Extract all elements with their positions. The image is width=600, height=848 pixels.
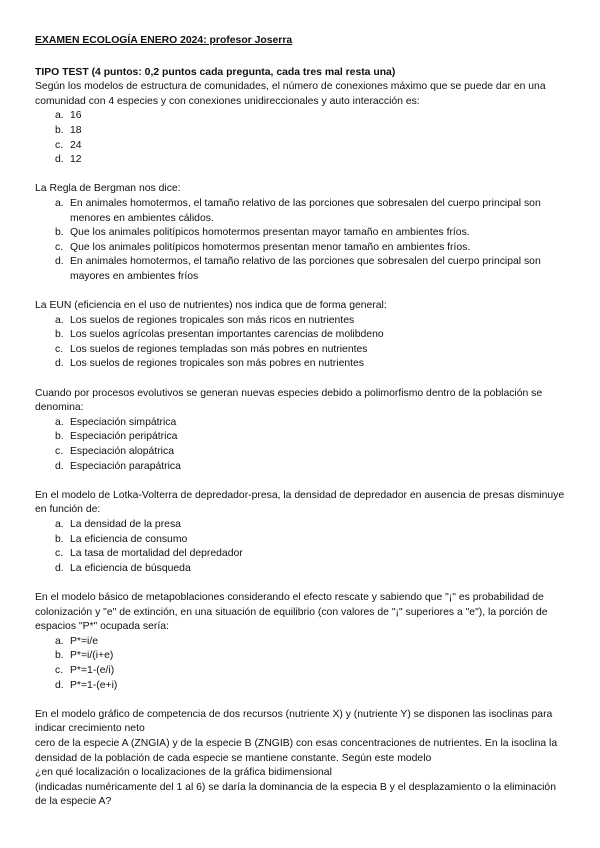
question-stem: Cuando por procesos evolutivos se generan nuevas especies debido a polimorfismo dentro de la población se denomina: bbox=[35, 387, 543, 414]
option-text: 12 bbox=[70, 154, 82, 166]
option-text: P*=i/e bbox=[70, 635, 99, 647]
option-letter: c. bbox=[55, 664, 64, 676]
question-stem-line: (indicadas numéricamente del 1 al 6) se daría la dominancia de la especia B y el desplazamiento o la eliminación de la especie A? bbox=[35, 781, 556, 808]
question-stem-line: En el modelo gráfico de competencia de dos recursos (nutriente X) y (nutriente Y) se disponen las isoclinas para indicar crecimiento neto bbox=[35, 708, 553, 735]
option-letter: c. bbox=[55, 241, 64, 253]
option-letter: b. bbox=[55, 650, 64, 662]
option-letter: b. bbox=[55, 533, 64, 545]
answer-option bbox=[35, 460, 567, 475]
option-letter: b. bbox=[55, 431, 64, 443]
option-letter: d. bbox=[55, 562, 64, 574]
question-stem-line: cero de la especie A (ZNGIA) y de la especie B (ZNGIB) con esas concentraciones de nutrientes. En la isoclina la densidad de la población de cada especie se mantiene constante. Según este modelo bbox=[35, 737, 558, 764]
option-text: Especiación peripátrica bbox=[70, 431, 178, 443]
answer-option bbox=[35, 445, 567, 460]
option-text: P*=i/(i+e) bbox=[70, 650, 114, 662]
option-letter: c. bbox=[55, 139, 64, 151]
option-letter: a. bbox=[55, 110, 64, 122]
answer-option bbox=[35, 226, 567, 241]
option-text: La tasa de mortalidad del depredador bbox=[70, 548, 243, 560]
option-letter: a. bbox=[55, 519, 64, 530]
option-text: 18 bbox=[70, 124, 82, 136]
question-stem: Según los modelos de estructura de comunidades, el número de conexiones máximo que se puede dar en una comunidad con 4 especies y con conexiones unidireccionales y auto interacción es: bbox=[35, 81, 546, 107]
answer-options bbox=[35, 197, 567, 285]
option-text: Que los animales politípicos homotermos presentan menor tamaño en ambientes fríos. bbox=[70, 241, 471, 253]
option-text: P*=1-(e+i) bbox=[70, 679, 118, 691]
section-title: TIPO TEST (4 puntos: 0,2 puntos cada pregunta, cada tres mal resta una) bbox=[35, 66, 396, 78]
option-text: La eficiencia de búsqueda bbox=[70, 562, 191, 574]
option-text: La eficiencia de consumo bbox=[70, 533, 188, 545]
option-letter: a. bbox=[55, 635, 64, 647]
answer-option bbox=[35, 533, 567, 548]
option-text: 16 bbox=[70, 110, 82, 122]
option-letter: b. bbox=[55, 329, 64, 341]
option-text: P*=1-(e/i) bbox=[70, 664, 115, 676]
answer-option bbox=[35, 153, 567, 168]
question-stem: En el modelo básico de metapoblaciones considerando el efecto rescate y sabiendo que "¡" es probabilidad de colonización y "e" de extinción, en una situación de equilibrio (con valores de "¡" superiores a "e"), la porción de espacios "P*" ocupada sería: bbox=[35, 591, 548, 633]
answer-option bbox=[35, 518, 567, 533]
option-text: En animales homotermos, el tamaño relativo de las porciones que sobresalen del cuerpo principal son mayores en ambientes fríos bbox=[70, 256, 541, 282]
question-stem: La Regla de Bergman nos dice: bbox=[35, 183, 181, 195]
question-stem: En el modelo de Lotka-Volterra de depredador-presa, la densidad de depredador en ausencia de presas disminuye en función de: bbox=[35, 489, 565, 516]
question-4 bbox=[35, 387, 567, 475]
answer-option bbox=[35, 124, 567, 139]
option-letter: a. bbox=[55, 416, 64, 428]
option-letter: c. bbox=[55, 446, 64, 458]
option-text: Especiación parapátrica bbox=[70, 460, 181, 472]
option-letter: d. bbox=[55, 256, 64, 268]
answer-option bbox=[35, 547, 567, 562]
question-5 bbox=[35, 489, 567, 577]
answer-option bbox=[35, 416, 567, 431]
answer-option bbox=[35, 357, 567, 372]
answer-option bbox=[35, 197, 567, 226]
option-letter: d. bbox=[55, 679, 64, 691]
answer-option bbox=[35, 241, 567, 256]
answer-options bbox=[35, 109, 567, 167]
option-text: Especiación alopátrica bbox=[70, 446, 174, 458]
option-text: La densidad de la presa bbox=[70, 519, 181, 530]
answer-options bbox=[35, 416, 567, 474]
question-1 bbox=[35, 80, 567, 168]
answer-options bbox=[35, 635, 567, 693]
answer-option bbox=[35, 430, 567, 445]
option-text: Especiación simpátrica bbox=[70, 416, 177, 428]
option-text: Los suelos de regiones templadas son más pobres en nutrientes bbox=[70, 343, 368, 355]
answer-option bbox=[35, 328, 567, 343]
option-text: Los suelos de regiones tropicales son más pobres en nutrientes bbox=[70, 358, 364, 370]
question-stem bbox=[35, 708, 567, 810]
answer-options bbox=[35, 314, 567, 372]
answer-option bbox=[35, 314, 567, 329]
answer-option bbox=[35, 255, 567, 284]
option-letter: a. bbox=[55, 197, 64, 209]
question-7 bbox=[35, 708, 567, 810]
answer-options bbox=[35, 518, 567, 576]
option-text: En animales homotermos, el tamaño relativo de las porciones que sobresalen del cuerpo principal son menores en ambientes cálidos. bbox=[70, 197, 541, 224]
option-text: 24 bbox=[70, 139, 82, 151]
answer-option bbox=[35, 562, 567, 577]
option-letter: c. bbox=[55, 548, 64, 560]
answer-option bbox=[35, 635, 567, 650]
option-letter: a. bbox=[55, 314, 64, 326]
exam-title: EXAMEN ECOLOGÍA ENERO 2024: profesor Joserra bbox=[35, 35, 293, 46]
question-3 bbox=[35, 299, 567, 372]
option-text: Los suelos agrícolas presentan importantes carencias de molibdeno bbox=[70, 329, 384, 341]
questions-list bbox=[35, 80, 567, 693]
option-letter: d. bbox=[55, 154, 64, 166]
question-6 bbox=[35, 591, 567, 693]
option-text: Los suelos de regiones tropicales son más ricos en nutrientes bbox=[70, 314, 355, 326]
answer-option bbox=[35, 343, 567, 358]
exam-page bbox=[35, 34, 567, 824]
answer-option bbox=[35, 679, 567, 694]
option-letter: c. bbox=[55, 343, 64, 355]
answer-option bbox=[35, 139, 567, 154]
option-letter: b. bbox=[55, 124, 64, 136]
answer-option bbox=[35, 109, 567, 124]
option-text: Que los animales politípicos homotermos presentan mayor tamaño en ambientes fríos. bbox=[70, 227, 470, 239]
question-2 bbox=[35, 182, 567, 284]
option-letter: d. bbox=[55, 358, 64, 370]
question-stem: La EUN (eficiencia en el uso de nutrientes) nos indica que de forma general: bbox=[35, 300, 387, 312]
question-stem-line: ¿en qué localización o localizaciones de la gráfica bidimensional bbox=[35, 767, 332, 779]
option-letter: b. bbox=[55, 227, 64, 239]
answer-option bbox=[35, 664, 567, 679]
option-letter: d. bbox=[55, 460, 64, 472]
answer-option bbox=[35, 649, 567, 664]
